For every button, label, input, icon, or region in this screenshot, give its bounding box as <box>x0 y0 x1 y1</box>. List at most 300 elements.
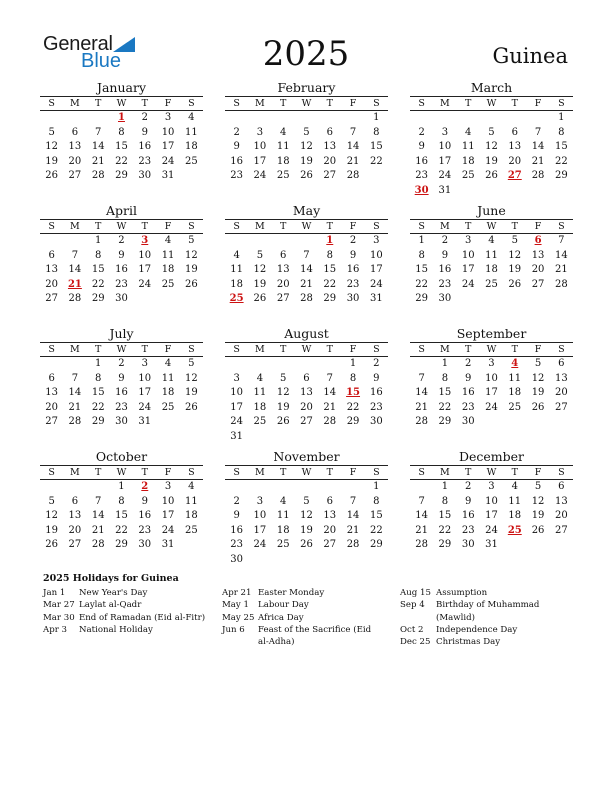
day-cell: 27 <box>45 416 58 428</box>
day-cell: 12 <box>45 141 58 153</box>
day-cell: 24 <box>230 416 243 428</box>
day-grid <box>225 111 388 184</box>
day-cell: 26 <box>300 170 313 182</box>
day-cell: 8 <box>441 372 449 384</box>
day-cell: 4 <box>188 112 195 123</box>
day-cell: 2 <box>349 235 357 246</box>
holiday-name: Labour Day <box>258 600 309 611</box>
weekday-label: M <box>255 98 265 109</box>
day-cell: 10 <box>438 141 452 153</box>
day-cell: 16 <box>115 387 128 399</box>
day-cell: 28 <box>346 170 360 182</box>
day-cell: 11 <box>461 141 475 153</box>
day-cell: 27 <box>45 293 58 305</box>
holiday-row <box>222 599 382 611</box>
day-cell: 9 <box>349 249 357 261</box>
day-cell: 2 <box>465 481 472 492</box>
day-cell: 22 <box>438 401 452 413</box>
empty-cell <box>87 480 110 495</box>
day-cell: 1 <box>418 235 425 246</box>
empty-cell <box>63 480 86 495</box>
weekday-label: S <box>558 467 565 478</box>
day-cell: 17 <box>161 510 175 522</box>
day-cell: 10 <box>253 141 267 153</box>
day-cell: 21 <box>415 524 428 536</box>
holiday-date: May 1 <box>222 600 249 611</box>
day-cell: 20 <box>554 510 568 522</box>
day-cell: 28 <box>415 416 428 428</box>
weekday-label: W <box>486 344 497 355</box>
day-cell: 14 <box>346 510 360 522</box>
empty-cell <box>295 480 318 495</box>
day-cell: 7 <box>95 126 102 138</box>
weekday-label: M <box>440 344 450 355</box>
weekday-label: S <box>48 221 55 232</box>
day-cell: 25 <box>276 170 290 182</box>
day-cell: 24 <box>438 170 452 182</box>
day-cell: 25 <box>161 401 175 413</box>
weekday-header <box>410 96 573 111</box>
day-cell: 5 <box>534 358 542 369</box>
day-cell: 11 <box>276 510 290 522</box>
day-cell: 14 <box>323 387 337 399</box>
day-cell: 9 <box>465 372 472 384</box>
month-name: September <box>456 326 527 341</box>
weekday-label: F <box>349 98 357 109</box>
day-grid <box>40 234 203 307</box>
day-cell: 13 <box>531 249 545 261</box>
day-cell: 16 <box>461 387 475 399</box>
empty-cell <box>318 111 341 126</box>
day-cell: 13 <box>323 141 337 153</box>
month-july <box>40 326 203 430</box>
day-cell: 18 <box>253 401 267 413</box>
weekday-label: T <box>465 467 472 478</box>
day-cell: 10 <box>253 510 267 522</box>
day-grid <box>225 480 388 568</box>
day-cell: 30 <box>438 293 452 305</box>
day-cell: 30 <box>115 293 128 305</box>
day-cell: 8 <box>118 126 125 138</box>
weekday-label: M <box>255 221 265 232</box>
day-cell: 17 <box>369 264 383 276</box>
day-cell: 2 <box>118 235 125 246</box>
day-cell: 20 <box>45 401 58 413</box>
weekday-label: W <box>486 221 497 232</box>
day-cell: 2 <box>118 358 125 369</box>
weekday-label: W <box>116 344 127 355</box>
month-name: June <box>477 203 506 218</box>
month-name: July <box>109 326 134 341</box>
weekday-label: S <box>188 344 195 355</box>
day-cell: 19 <box>300 524 313 536</box>
empty-cell <box>87 111 110 126</box>
holiday-row <box>400 587 575 599</box>
day-cell: 23 <box>115 401 128 413</box>
day-cell: 14 <box>531 141 545 153</box>
day-cell: 9 <box>233 141 240 153</box>
weekday-label: F <box>534 221 542 232</box>
holiday-day: 27 <box>507 170 522 182</box>
day-cell: 25 <box>184 524 198 536</box>
month-may <box>225 203 388 307</box>
day-cell: 20 <box>68 524 82 536</box>
day-cell: 4 <box>188 481 195 492</box>
weekday-label: T <box>280 221 287 232</box>
weekday-label: S <box>373 221 380 232</box>
day-cell: 25 <box>161 278 175 290</box>
weekday-label: M <box>70 221 80 232</box>
weekday-header <box>410 465 573 480</box>
day-cell: 4 <box>488 235 495 246</box>
weekday-label: T <box>326 221 333 232</box>
day-cell: 12 <box>300 510 313 522</box>
month-name: May <box>292 203 321 218</box>
day-cell: 4 <box>280 495 287 507</box>
day-grid <box>410 357 573 430</box>
day-cell: 15 <box>554 141 568 153</box>
empty-cell <box>63 234 86 249</box>
holiday-row <box>43 599 218 611</box>
weekday-label: S <box>233 467 240 478</box>
empty-cell <box>341 111 364 126</box>
empty-cell <box>272 234 295 249</box>
day-cell: 13 <box>45 264 58 276</box>
holiday-row <box>222 612 382 624</box>
day-cell: 22 <box>346 401 360 413</box>
weekday-label: T <box>326 98 333 109</box>
day-cell: 23 <box>438 278 452 290</box>
weekday-label: F <box>349 467 357 478</box>
day-cell: 28 <box>531 170 545 182</box>
day-cell: 23 <box>369 401 383 413</box>
holiday-date: Apr 21 <box>222 588 252 598</box>
day-cell: 8 <box>373 126 380 138</box>
day-cell: 5 <box>303 126 310 138</box>
weekday-label: S <box>233 221 240 232</box>
weekday-label: S <box>188 467 195 478</box>
empty-cell <box>341 480 364 495</box>
month-november <box>225 449 388 568</box>
month-january <box>40 80 203 184</box>
day-grid <box>225 357 388 445</box>
empty-cell <box>295 234 318 249</box>
day-cell: 7 <box>349 126 357 138</box>
holidays-title: 2025 Holidays for Guinea <box>43 573 179 584</box>
day-cell: 5 <box>48 495 55 507</box>
day-cell: 19 <box>531 387 545 399</box>
weekday-label: F <box>349 344 357 355</box>
day-cell: 29 <box>554 170 568 182</box>
month-name: March <box>470 80 513 95</box>
empty-cell <box>225 357 248 372</box>
day-cell: 28 <box>300 293 313 305</box>
day-cell: 25 <box>508 401 522 413</box>
day-cell: 29 <box>115 170 128 182</box>
day-cell: 26 <box>184 278 198 290</box>
holiday-date: Mar 27 <box>43 600 75 611</box>
day-cell: 12 <box>300 141 313 153</box>
day-cell: 2 <box>373 358 380 369</box>
day-cell: 10 <box>485 372 498 384</box>
day-cell: 16 <box>461 510 475 522</box>
day-cell: 5 <box>488 126 495 138</box>
holiday-day: 25 <box>507 524 522 536</box>
day-cell: 19 <box>184 387 198 399</box>
day-cell: 6 <box>511 126 518 138</box>
day-cell: 8 <box>558 126 565 138</box>
day-cell: 20 <box>323 155 337 167</box>
holiday-day: 2 <box>141 481 149 492</box>
day-cell: 22 <box>91 278 105 290</box>
day-cell: 1 <box>373 481 380 492</box>
weekday-label: W <box>301 221 312 232</box>
weekday-label: S <box>373 98 380 109</box>
day-cell: 6 <box>558 481 565 492</box>
day-cell: 19 <box>508 264 522 276</box>
day-cell: 28 <box>91 539 105 551</box>
day-cell: 21 <box>346 524 360 536</box>
day-cell: 7 <box>418 495 425 507</box>
day-cell: 9 <box>141 126 148 138</box>
month-august <box>225 326 388 445</box>
day-cell: 5 <box>48 126 55 138</box>
day-cell: 12 <box>531 372 545 384</box>
day-cell: 29 <box>369 539 383 551</box>
day-cell: 29 <box>438 539 452 551</box>
day-cell: 29 <box>346 416 360 428</box>
weekday-header <box>40 96 203 111</box>
holiday-day: 25 <box>229 293 244 305</box>
weekday-label: F <box>164 221 172 232</box>
day-cell: 23 <box>138 155 152 167</box>
holiday-column <box>400 587 575 648</box>
day-cell: 27 <box>68 170 82 182</box>
day-cell: 13 <box>45 387 58 399</box>
day-cell: 5 <box>256 249 264 261</box>
day-cell: 2 <box>141 112 148 123</box>
holiday-date: Dec 25 <box>400 637 431 648</box>
day-cell: 15 <box>323 264 337 276</box>
weekday-label: T <box>95 98 102 109</box>
day-cell: 1 <box>118 481 125 492</box>
weekday-header <box>40 219 203 234</box>
day-cell: 3 <box>256 126 264 138</box>
day-cell: 31 <box>161 539 175 551</box>
month-march <box>410 80 573 199</box>
weekday-label: W <box>116 467 127 478</box>
day-cell: 31 <box>369 293 383 305</box>
day-cell: 11 <box>161 372 175 384</box>
day-cell: 13 <box>68 510 82 522</box>
day-cell: 1 <box>373 112 380 123</box>
empty-cell <box>248 480 271 495</box>
day-cell: 19 <box>45 155 58 167</box>
weekday-label: S <box>233 344 240 355</box>
empty-cell <box>272 480 295 495</box>
day-cell: 16 <box>369 387 383 399</box>
day-cell: 20 <box>68 155 82 167</box>
day-cell: 21 <box>300 278 313 290</box>
day-cell: 17 <box>485 387 498 399</box>
holiday-date: Jan 1 <box>43 588 66 598</box>
day-cell: 14 <box>415 510 428 522</box>
day-cell: 4 <box>511 481 518 492</box>
month-name: August <box>284 326 329 341</box>
weekday-label: F <box>349 221 357 232</box>
day-grid <box>410 480 573 553</box>
day-cell: 6 <box>303 372 310 384</box>
holiday-name: New Year's Day <box>79 588 148 598</box>
weekday-label: W <box>301 467 312 478</box>
holiday-row <box>43 612 218 624</box>
weekday-header <box>410 219 573 234</box>
day-cell: 25 <box>276 539 290 551</box>
day-cell: 18 <box>508 510 522 522</box>
day-cell: 2 <box>233 495 240 507</box>
weekday-label: T <box>465 344 472 355</box>
day-cell: 18 <box>161 264 175 276</box>
weekday-label: M <box>255 344 265 355</box>
weekday-label: M <box>440 98 450 109</box>
day-cell: 16 <box>346 264 360 276</box>
day-cell: 14 <box>554 249 568 261</box>
day-cell: 24 <box>369 278 383 290</box>
day-cell: 13 <box>300 387 313 399</box>
day-cell: 17 <box>230 401 243 413</box>
day-cell: 30 <box>461 416 475 428</box>
holiday-date: Oct 2 <box>400 624 424 635</box>
weekday-label: T <box>280 467 287 478</box>
day-cell: 26 <box>253 293 267 305</box>
empty-cell <box>526 111 549 126</box>
day-cell: 16 <box>138 141 152 153</box>
day-cell: 18 <box>485 264 498 276</box>
day-cell: 24 <box>138 401 152 413</box>
day-cell: 10 <box>369 249 383 261</box>
day-cell: 22 <box>369 155 383 167</box>
day-cell: 4 <box>233 249 240 261</box>
empty-cell <box>40 234 63 249</box>
day-cell: 4 <box>465 126 472 138</box>
day-cell: 14 <box>68 264 82 276</box>
weekday-header <box>410 342 573 357</box>
day-cell: 15 <box>415 264 428 276</box>
day-cell: 12 <box>508 249 522 261</box>
empty-cell <box>457 111 480 126</box>
weekday-label: M <box>70 467 80 478</box>
day-cell: 5 <box>188 235 195 246</box>
weekday-label: T <box>95 344 102 355</box>
weekday-label: T <box>141 344 148 355</box>
day-cell: 26 <box>531 524 545 536</box>
page-title-year: 2025 <box>262 34 350 74</box>
holiday-column <box>43 587 218 636</box>
day-cell: 17 <box>485 510 498 522</box>
day-cell: 1 <box>95 358 102 369</box>
day-cell: 27 <box>323 539 337 551</box>
day-cell: 16 <box>115 264 128 276</box>
day-cell: 14 <box>346 141 360 153</box>
day-cell: 15 <box>438 387 452 399</box>
day-cell: 23 <box>346 278 360 290</box>
holiday-column <box>222 587 382 648</box>
day-cell: 15 <box>438 510 452 522</box>
day-cell: 10 <box>138 249 152 261</box>
day-cell: 31 <box>230 430 243 442</box>
day-cell: 18 <box>276 524 290 536</box>
weekday-label: T <box>465 221 472 232</box>
month-december <box>410 449 573 553</box>
day-cell: 24 <box>485 524 498 536</box>
month-name: February <box>277 80 336 95</box>
month-june <box>410 203 573 307</box>
weekday-label: S <box>418 98 425 109</box>
day-cell: 25 <box>461 170 475 182</box>
day-cell: 4 <box>280 126 287 138</box>
day-cell: 29 <box>415 293 428 305</box>
day-cell: 21 <box>91 155 105 167</box>
holiday-row <box>400 624 575 636</box>
day-cell: 7 <box>71 372 79 384</box>
day-cell: 30 <box>138 539 152 551</box>
day-cell: 12 <box>184 249 198 261</box>
day-cell: 26 <box>300 539 313 551</box>
day-cell: 11 <box>508 495 522 507</box>
day-cell: 13 <box>323 510 337 522</box>
weekday-label: S <box>188 221 195 232</box>
day-cell: 2 <box>233 126 240 138</box>
country-name: Guinea <box>492 44 568 68</box>
day-cell: 26 <box>508 278 522 290</box>
day-cell: 15 <box>369 141 383 153</box>
day-cell: 3 <box>164 112 172 123</box>
day-cell: 6 <box>48 372 55 384</box>
day-cell: 6 <box>558 358 565 369</box>
holiday-day: 21 <box>67 278 82 290</box>
day-cell: 11 <box>253 387 267 399</box>
day-cell: 17 <box>461 264 475 276</box>
day-cell: 7 <box>71 249 79 261</box>
day-cell: 8 <box>95 249 102 261</box>
day-cell: 6 <box>326 495 333 507</box>
day-cell: 31 <box>161 170 175 182</box>
day-cell: 4 <box>164 358 172 369</box>
holiday-date: Jun 6 <box>222 624 245 635</box>
weekday-label: M <box>255 467 265 478</box>
day-cell: 8 <box>118 495 125 507</box>
day-cell: 14 <box>415 387 428 399</box>
day-cell: 14 <box>68 387 82 399</box>
day-cell: 1 <box>95 235 102 246</box>
day-cell: 9 <box>465 495 472 507</box>
day-cell: 30 <box>369 416 383 428</box>
day-cell: 10 <box>138 372 152 384</box>
day-cell: 20 <box>323 524 337 536</box>
day-cell: 12 <box>276 387 290 399</box>
day-cell: 2 <box>441 235 449 246</box>
day-cell: 29 <box>91 416 105 428</box>
day-cell: 7 <box>326 372 333 384</box>
empty-cell <box>410 480 433 495</box>
weekday-header <box>40 465 203 480</box>
weekday-header <box>225 342 388 357</box>
day-cell: 7 <box>534 126 542 138</box>
weekday-label: M <box>440 221 450 232</box>
day-cell: 10 <box>161 126 175 138</box>
empty-cell <box>480 111 503 126</box>
day-cell: 7 <box>349 495 357 507</box>
